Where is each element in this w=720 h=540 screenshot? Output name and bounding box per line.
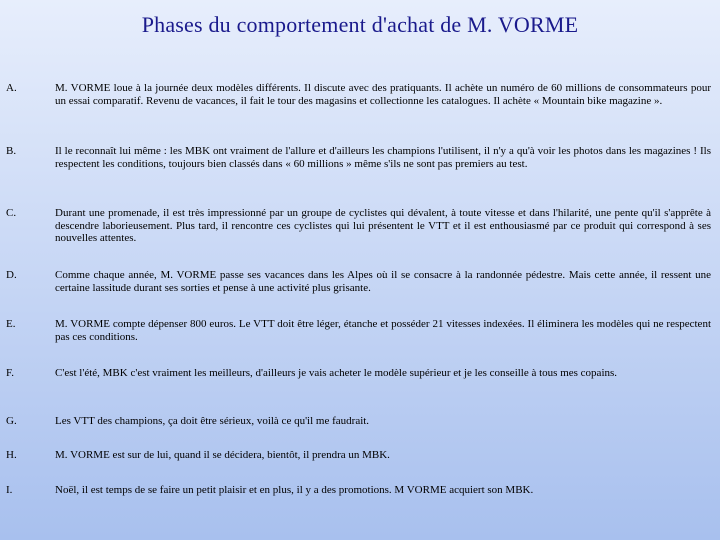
- phase-letter: D.: [6, 269, 17, 281]
- phase-description: Il le reconnaît lui même : les MBK ont vraiment de l'allure et d'ailleurs les champions l'utilisent, il n'y a qu'à voir les photos dans les magazines ! Ils respectent les conditions, toujours bien classés dans « 60 millions » même s'ils ne sont pas premiers au test.: [55, 145, 711, 170]
- phase-description: C'est l'été, MBK c'est vraiment les meilleurs, d'ailleurs je vais acheter le modèle supérieur et je les conseille à tous mes copains.: [55, 367, 618, 379]
- phase-description: M. VORME est sur de lui, quand il se décidera, bientôt, il prendra un MBK.: [55, 449, 390, 461]
- phase-letter: H.: [6, 449, 17, 461]
- phase-description: Comme chaque année, M. VORME passe ses vacances dans les Alpes où il se consacre à la randonnée pédestre. Mais cette année, il ressent une certaine lassitude durant ses sorties et pense à une activité plus grisante.: [55, 269, 711, 294]
- phase-description: Les VTT des champions, ça doit être sérieux, voilà ce qu'il me faudrait.: [55, 415, 370, 427]
- phase-letter: C.: [6, 207, 17, 219]
- page-title: Phases du comportement d'achat de M. VORME: [141, 12, 579, 37]
- phase-letter: A.: [6, 82, 17, 94]
- phase-description: Durant une promenade, il est très impressionné par un groupe de cyclistes qui dévalent, à toute vitesse et dans l'hilarité, une pente qu'il s'apprête à descendre laborieusement. Plus tard, il rencontre ces cyclistes qui lui présentent le VTT et il est enthousiasmé par ce produit qui correspond à ses nouvelles attentes.: [55, 207, 711, 244]
- phase-letter: B.: [6, 145, 17, 157]
- phase-description: M. VORME compte dépenser 800 euros. Le VTT doit être léger, étanche et posséder 21 vitesses indexées. Il éliminera les modèles qui ne respectent pas ces conditions.: [55, 318, 711, 343]
- phase-description: M. VORME loue à la journée deux modèles différents. Il discute avec des pratiquants. Il achète un numéro de 60 millions de consommateurs pour un essai comparatif. Revenu de vacances, il fait le tour des magasins et collectionne les catalogues. Il achète « Mountain bike magazine ».: [55, 82, 711, 107]
- phase-letter: E.: [6, 318, 16, 330]
- phase-letter: I.: [6, 484, 13, 496]
- phase-description: Noël, il est temps de se faire un petit plaisir et en plus, il y a des promotions. M VORME acquiert son MBK.: [55, 484, 534, 496]
- phase-letter: G.: [6, 415, 17, 427]
- phase-letter: F.: [6, 367, 14, 379]
